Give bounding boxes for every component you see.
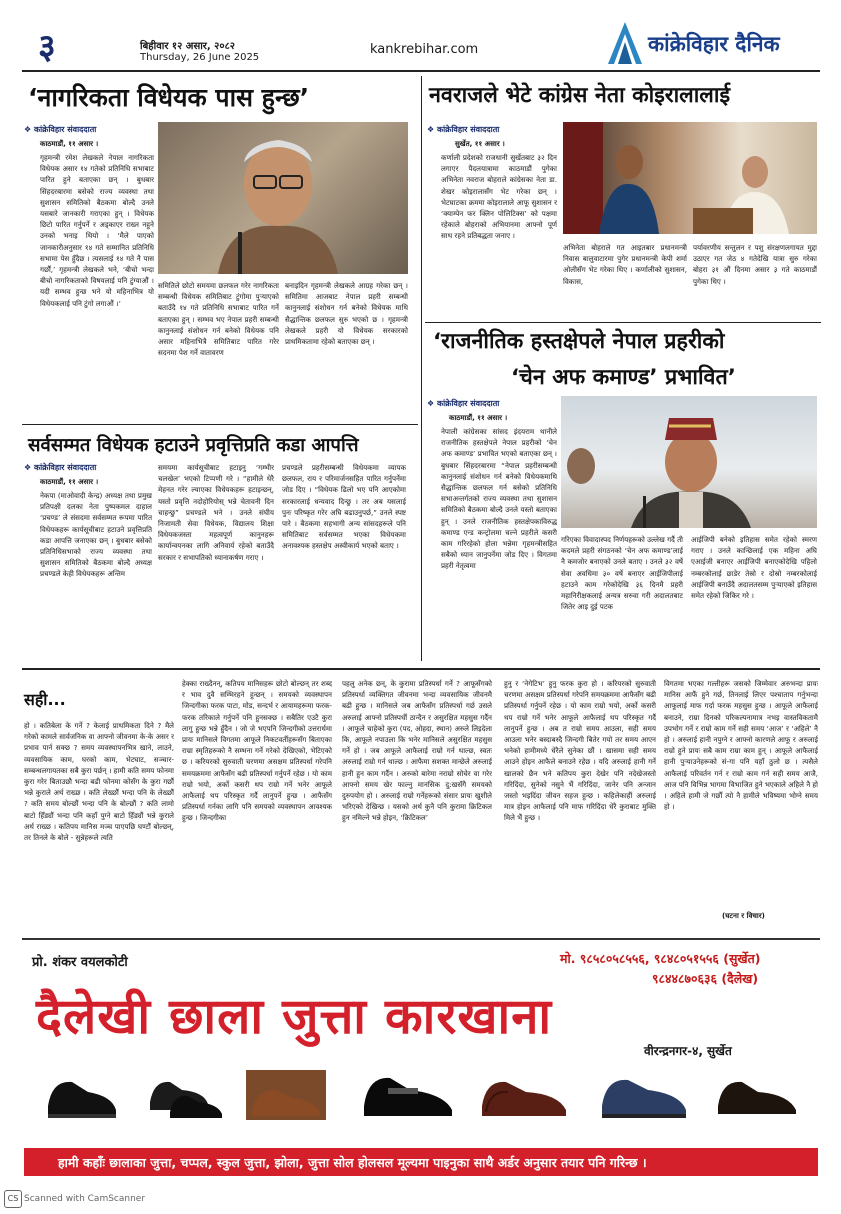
story-column-2: गरिएका विवादास्पद निर्णयहरूको उल्लेख गर्दै ती कदमले प्रहरी संगठनको ‘चेन अफ कमाण्ड’लाई नै कमजोर बनाएको उनले बताए । उनले ३२ वर्षे सेवा अवधिमा ३० वर्षे बनाएर आईजिपीलाई हटाउने काम गरेकोदेखि ३६ दिनमै प्रहरी महानिरीक्षकलाई अन्यत्र सरुवा गरी अदालतबाट जितेर आइ दुई पटक	[561, 535, 683, 612]
shoe-image-5	[476, 1062, 572, 1124]
story-nawaraj	[425, 76, 820, 321]
section-rule	[425, 322, 821, 323]
story-column-1: नेकपा (माओवादी केन्द्र) अध्यक्ष तथा प्रमुख प्रतिपक्षी दलका नेता पुष्पकमल दाहाल ‘प्रचण्ड’ ले संसदमा सर्वसम्मत रूपमा पारित विधेयकहरू कार्यसूचीबाट हटाउने प्रवृत्तिप्रति कडा आपत्ति जनाएका छन् । बुधबार बसेको प्रतिनिधिसभाको राज्य व्यवस्था तथा सुशासन समितिको बैठकमा बोल्दै अध्यक्ष प्रचण्डले केही विधेयकहरू अन्तिम	[40, 491, 152, 579]
shoe-factory-ad	[22, 938, 820, 1180]
story-column-1: कर्णाली प्रदेशको राजधानी सुर्खेतबाट ३२ दिन लगाएर पैदलयात्रामा काठमाडौं पुगेका अभिनेता नवराज बोहराले कांग्रेसका नेता डा. शेखर कोइरालासँग भेट गरेका छन् । भेटघाटका क्रममा कोइरालाले आफू सुशासन र ‘क्याम्पेन फर क्लिन पोलिटिक्स’ को पक्षमा रहेकाले बोहराको अभियानमा आफ्नो पूर्ण साथ रहने प्रतिबद्धता जनाए ।	[441, 153, 557, 241]
opinion-column-4: हुनु र ‘नेगेटिभ’ हुनु फरक कुरा हो । करियरको सुरुवाती चरणमा असक्षम प्रतिस्पर्धा गरेपनि समयक्रममा आफैसँग बढी प्रतिस्पर्धा गर्नुपर्ने रहेछ । यो काम राम्रो भयो, अर्को कसरी थप राम्रो गर्ने भनेर आफूले आफैलाई थप परिस्कृत गर्दै लानुपर्ने हुन्छ । अब त राम्रो समय आउला, सही समय आउला भनेर बस्दाबस्दै जिन्दगी बितेर गयो तर समय आएन भनेको हामीमध्ये धेरैले सुनेका छौं । खासमा सही समय आउने होइन आफैले बनाउने रहेछ । यदि अरुलाई हानी गर्ने खालको छैन भने कतिपय कुरा देखेर पनि नदेखेजस्तो गरिदिंदा, सुनेको नसुने भैं गरिदिंदा, जानेर पनि अन्जान जस्तो भइदिंदा जीवन सहज हुन्छ । कहिलेकाहीं अरुलाई मात्र होइन आफैलाई पनि माफ गरिदिंदा धेरै कुराबाट मुक्ति मिले भैं हुन्छ ।	[504, 679, 656, 823]
story-citizenship-bill	[22, 76, 417, 421]
photo-home-minister	[158, 122, 408, 274]
story-column-2: समितिले छोटो समयमा छलफल गरेर नागरिकता सम्बन्धी विधेयक समितिबाट टुंगोमा पुऱ्याएको बताउँदै १४ गते प्रतिनिधि सभाबाट पारित गर्ने बताएका हुन् । सम्भव भए नेपाल प्रहरी सम्बन्धी कानुनलाई संशोधन गर्न बनेको विधेयक पनि असार महिनाभित्रै समितिबाट पारित गरेर सदनमा पेश गर्ने वातावरण	[158, 281, 279, 358]
shoe-image-2	[146, 1066, 226, 1122]
story-column-2: समयमा कार्यसूचीबाट हटाइनु ‘गम्भीर चलखेल’ भएको टिप्पणी गरे । “हामीले धेरै मेहनत गरेर ल्याएका विधेयकहरू हटाइन्छन्, यस्तो प्रवृत्ति नदोहोरियोस् भन्ने चेतावनी दिन चाहन्छु” प्रचण्डले भने । उनले संघीय निजामती सेवा विधेयक, विद्यालय शिक्षा विधेयकजस्ता महत्वपूर्ण कानुनहरू कार्यान्वयनका लागि अनिवार्य रहेको बताउँदै सरकार र सभापतिको ध्यानाकर्षण गराए ।	[158, 463, 274, 562]
masthead-title: कांक्रेविहार दैनिक	[648, 32, 780, 56]
headline: नवराजले भेटे कांग्रेस नेता कोइरालालाई	[429, 83, 731, 108]
scanner-watermark: Scanned with CamScanner	[24, 1194, 146, 1204]
dateline: काठमाडौं, ११ असार ।	[40, 139, 99, 148]
shoe-image-7	[712, 1064, 802, 1122]
dateline: काठमाडौं, ११ असार ।	[449, 413, 508, 422]
opinion-column	[22, 672, 820, 934]
ad-phone-surkhet: मो. ९८५८०५८५५६, ९८४८०५१५५६ (सुर्खेत)	[560, 951, 761, 966]
headline-line-2: ‘चेन अफ कमाण्ड’ प्रभावित’	[511, 365, 736, 390]
story-column-1: नेपाली कांग्रेसका सांसद इंदयराम थानीले राजनीतिक हस्तक्षेपले नेपाल प्रहरीको ‘चेन अफ कमाण्ड’ प्रभावित भएको बताएका छन् । बुधबार सिंहदरबारमा “नेपाल प्रहरीसम्बन्धी कानुनलाई संशोधन गर्न बनेको विधेयकमाथि सैद्धान्तिक छलफल गर्न बसेको प्रतिनिधि सभाअन्तर्गतको राज्य व्यवस्था तथा सुशासन समितिको बैठकमा बोल्दै उनले यस्तो बताएका हुन् । उनले राजनीतिक हस्तक्षेपकाविरुद्ध कमाण्ड एन्ड कन्ट्रोलमा चल्ने प्रहरीले कसरी काम गरिरहेको होला भन्नेमा गृहमन्त्रीसहित सबैको ध्यान जानुपर्नेमा जोड दिए । विगतमा प्रहरी नेतृत्वमा	[441, 427, 557, 571]
ad-proprietor: प्रो. शंकर वयलकोटी	[32, 955, 128, 970]
ad-phone-dailekh: ९८४४८७०६३६ (दैलेख)	[652, 971, 759, 986]
column-divider	[421, 76, 422, 661]
headline: ‘नागरिकता विधेयक पास हुन्छ’	[28, 83, 310, 112]
byline: ❖ कांक्रेविहार संवाददाता	[24, 124, 96, 135]
opinion-column-1: हो । कतिबेला के गर्ने ? केलाई प्राथमिकता दिने ? मैले गरेको कामले सार्वजनिक वा आफ्नो जीवनमा के-के असर र प्रभाव पार्न सक्छ ? समय व्यवस्थापनभित्र खाने, लाउने, व्यवसायिक काम, घरको काम, भेटघाट, सञ्चार-सम्बन्धलगायतका सबै कुरा पर्छन् । हामी कति समय फोनमा कुरा गरेर बिताउछौ भन्दा बढी फोनमा कोसँग के कुरा गर्छौ भन्ने कुराले अर्थ राख्छ । कति लेख्छौं भन्दा पनि के लेख्छौं ? कति समय बोल्छौं भन्दा पनि के बोल्छौं ? कति लामो बाटो हिँड्यौं भन्दा पनि कहाँ पुग्ने बाटो हिँड्यौं भन्ने कुराले अर्थ राख्छ । कतिपय मानिस मञ्च पाएपछि घण्टौं बोल्छन्, तर तिनले के बोले - सुन्नेहरूले त्यति	[24, 721, 174, 843]
headline: सर्वसम्मत विधेयक हटाउने प्रवृत्तिप्रति कडा आपत्ति	[28, 435, 359, 456]
ad-footer-banner	[24, 1148, 818, 1176]
scanner-logo: CS	[4, 1190, 22, 1208]
opinion-column-2: हेक्का राख्दैनन्, कतिपय मानिसहरू छोटो बोल्छन् तर शब्द र भाव दुवै सम्भिरहने हुन्छन् । समयको व्यवस्थापन जिन्दगीका फरक पाटा, मोड, सन्दर्भ र आयामहरूमा फरक-फरक तरिकाले गर्नुपर्ने पनि हुनसक्छ । सबैतिर एउटै कुरा लागु हुन्छ भन्ने हुँदैन । जो जे भएपनि जिन्दगीको उत्तरार्धमा प्रायः मानिसले विगतमा आफूले निकटवर्तीहरूसँग बिताएका राम्रा स्मृतिहरूको नै सम्भना गर्ने गरेको देखिएको, भेटिएको छ । करियरको सुरुवाती चरणमा असक्षम प्रतिस्पर्धा गरेपनि समयक्रममा आफैसँग बढी प्रतिस्पर्धा गर्नुपर्ने रहेछ । यो काम राम्रो भयो, अर्को कसरी थप राम्रो गर्ने भनेर आफूले आफैलाई थप परिस्कृत गर्दै लानुपर्ने हुन्छ । आफैसँग प्रतिस्पर्धा गर्नका लागि पनि समयको व्यवस्थापन आवश्यक हुन्छ । जिन्दगीका	[182, 679, 332, 823]
opinion-column-3: पहलु अनेक छन्, के कुरामा प्रतिस्पर्धा गर्ने ? आफूसँगको प्रतिस्पर्धा व्यक्तिगत जीवनमा भन्दा व्यवसायिक जीवनमै बढी हुन्छ । मानिसले जब आफैसँग प्रतिस्पर्धा गर्छ उसले अरुलाई आफ्नो प्रतिस्पर्धी ठान्दैन र असुरक्षित महसुस गर्दैन । आफूले चाहेको कुरा (पद, ओहदा, स्थान) अरुले लिइदेला कि, आफूले नपाउला कि भनेर मानिसले असुरक्षित महसुस गर्ने हो । जब आफूले आफैलाई राम्रो गर्न थाल्छ, स्वतः अरुलाई राम्रो गर्न थाल्छ । आफैमा सशक्त मान्छेले अरुलाई हानी हुन काम गर्दैन । अरुको बारेमा नराम्रो सोचेर वा गरेर आफ्नो समय खेर फाल्नु मानसिक दु:खसँगै समयको दुरुपयोग हो । अरुलाई राम्रो गर्नेहरूको संसार प्रायः खुशीले भरिएको देखिन्छ । यसको अर्थ कुनै पनि कुरामा क्रिटिकल हुन नमिल्ने भन्ने होइन, ‘क्रिटिकल’	[342, 679, 492, 823]
date-nepali: बिहीवार १२ असार, २०८२	[140, 41, 235, 52]
ad-footer-text: हामी कहाँः छालाका जुत्ता, चप्पल, स्कुल जुत्ता, झोला, जुत्ता सोल होलसल मूल्यमा पाइनुका साथै अर्डर अनुसार तयार पनि गरिन्छ ।	[58, 1155, 647, 1170]
dateline: काठमाडौं, ११ असार ।	[40, 477, 99, 486]
shoe-image-3	[246, 1066, 326, 1122]
header-rule	[22, 70, 820, 72]
story-police-chain-of-command	[425, 324, 820, 664]
shoe-image-6	[596, 1062, 692, 1124]
page-header	[0, 0, 841, 72]
website: kankrebihar.com	[370, 42, 479, 57]
opinion-title: सही...	[24, 690, 66, 709]
story-unanimous-bill	[22, 428, 417, 664]
opinion-signature: (घटना र विचार)	[722, 911, 765, 920]
page-number: ३	[38, 27, 56, 67]
story-column-3: पर्यावरणीय सन्तुलन र पशु संरक्षणलगायत मुद्दा उठाएर गत जेठ ४ गतेदेखि यात्रा सुरु गरेका बोहरा ३१ औं दिनमा असार ३ गते काठमाडौं पुगेका थिए ।	[693, 243, 817, 286]
story-column-1: गृहमन्त्री रमेश लेखकले नेपाल नागरिकता विधेयक असार १४ गतेको प्रतिनिधि सभाबाट पारित हुने बताएका छन् । बुधबार सिंहदरबारमा बसेको राज्य व्यवस्था तथा सुशासन समितिको बैठकमा बोल्दै उनले यसबारे जानकारी गराएका हुन् । विधेयक छिटो पारित गर्नुपर्ने र अड्काएर राख्न नहुने उनको भनाइ थियो । ‘मैले पाएको जानकारीअनुसार १४ गते सम्मानित प्रतिनिधि सभामा पेस हुँदैछ । त्यसलाई १४ गते नै पास गर्छौं,’ गृहमन्त्री लेखकले भने, ‘बीचो भन्दा बीचो नागरिकताको विषयलाई पनि टुंग्याऔं । यदी सम्भव हुन्छ भने यो महिनाभित्र यो विधेयकलाई पनि टुंगो लगाऔं ।’	[40, 153, 154, 308]
headline-line-1: ‘राजनीतिक हस्तक्षेपले नेपाल प्रहरीको	[433, 329, 725, 354]
story-column-3: बनाइदिन गृहमन्त्री लेखकले आग्रह गरेका छन् । समितिमा आजबाट नेपाल प्रहरी सम्बन्धी कानुनलाई संशोधन गर्न बनेको विधेयक माथि सैद्धान्तिक छलफल सुरु भएको छ । गृहमन्त्री लेखकले प्रहरी यो विधेयक सरकारको प्राथमिकतामा रहेको बताएका छन् ।	[285, 281, 408, 347]
section-rule	[22, 668, 820, 670]
shoe-image-4	[358, 1060, 458, 1124]
byline: ❖ कांक्रेविहार संवाददाता	[427, 398, 499, 409]
masthead-logo-icon	[606, 20, 644, 66]
dateline: सुर्खेत, ११ असार ।	[455, 139, 505, 148]
ad-address: वीरन्द्रनगर-४, सुर्खेत	[644, 1044, 732, 1058]
photo-mp-thani	[561, 396, 817, 528]
story-column-3: प्रचण्डले प्रहरीसम्बन्धी विधेयकमा व्यापक छलफल, राय र परिमार्जनसहित पारित गर्नुपर्नेमा जोड दिए । “विधेयक ढिलो भए पनि आएकोमा सरकारलाई धन्यवाद दिन्छु । तर अब यसलाई पुनः परिष्कृत गरेर अघि बढाउनुपर्छ,” उनले स्पष्ट पारे । बैठकमा सहभागी अन्य सांसदहरूले पनि समितिबाट सर्वसम्मत भएका विधेयकमा अनावश्यक हस्तक्षेप अस्वीकार्य भएको बताए ।	[282, 463, 406, 551]
story-column-3: आईजिपी बनेको इतिहास समेत रहेको स्मरण गराए । उनले कान्छिलाई एक महिना अघि एआईजी बनाएर आईजिपी बनाएकोदेखि पहिलो नम्बरकोलाई छाडेर तेस्रो र दोस्रो नम्बरकोलाई आईजिपी बनाउँदै अदालतसम्म पुऱ्याएको इतिहास समेत रहेको जिकिर गरे ।	[691, 535, 817, 601]
opinion-column-5: विगतमा भएका गल्तीहरू जसको जिम्मेवार अरुभन्दा प्रायः मानिस आफैं हुने गर्छ, तिनलाई लिएर पश्चाताप गर्नुभन्दा आफूलाई माफ गर्दा फरक महसुस हुन्छ । आफूले आफैलाई बनाउने, राम्रा दिनको परिकल्पनामात्र नभइ वास्तविकतामै उपभोग गर्ने र राम्रो काम गर्ने सही समय ‘आज’ र ‘अहिले’ नै हो । अरुलाई हानी नपुग्ने र आफ्नो कारणले आफू र अरुलाई राम्रो हुने प्रायः सबै काम राम्रा काम हुन् । आफूले आफैलाई हानी पुऱ्याउनेहरूको सं-गा पनि यहाँ ठुलो छ । त्यसैले आफैलाई परिवर्तन गर्न र राम्रो काम गर्न सही समय आजै, आज पनि विभिन्न भागमा विभाजित हुने भएकाले अहिले नै हो । अहिले हामी जे गर्छौं त्यो नै हामीले भविष्यमा भोग्ने समय हो ।	[664, 679, 818, 812]
photo-nawaraj-koirala	[563, 122, 817, 234]
shoe-image-1	[42, 1066, 122, 1122]
section-rule	[22, 424, 418, 425]
byline: ❖ कांक्रेविहार संवाददाता	[427, 124, 499, 135]
date-english: Thursday, 26 June 2025	[140, 52, 260, 63]
byline: ❖ कांक्रेविहार संवाददाता	[24, 462, 96, 473]
story-column-2: अभिनेता बोहराले गत आइतबार प्रधानमन्त्री निवास बालुवाटारमा पुगेर प्रधानमन्त्री केपी शर्मा ओलीसँग भेट गरेका थिए । कर्णालीको सुशासन, विकास,	[563, 243, 687, 286]
ad-title: दैलेखी छाला जुत्ता कारखाना	[36, 988, 553, 1045]
